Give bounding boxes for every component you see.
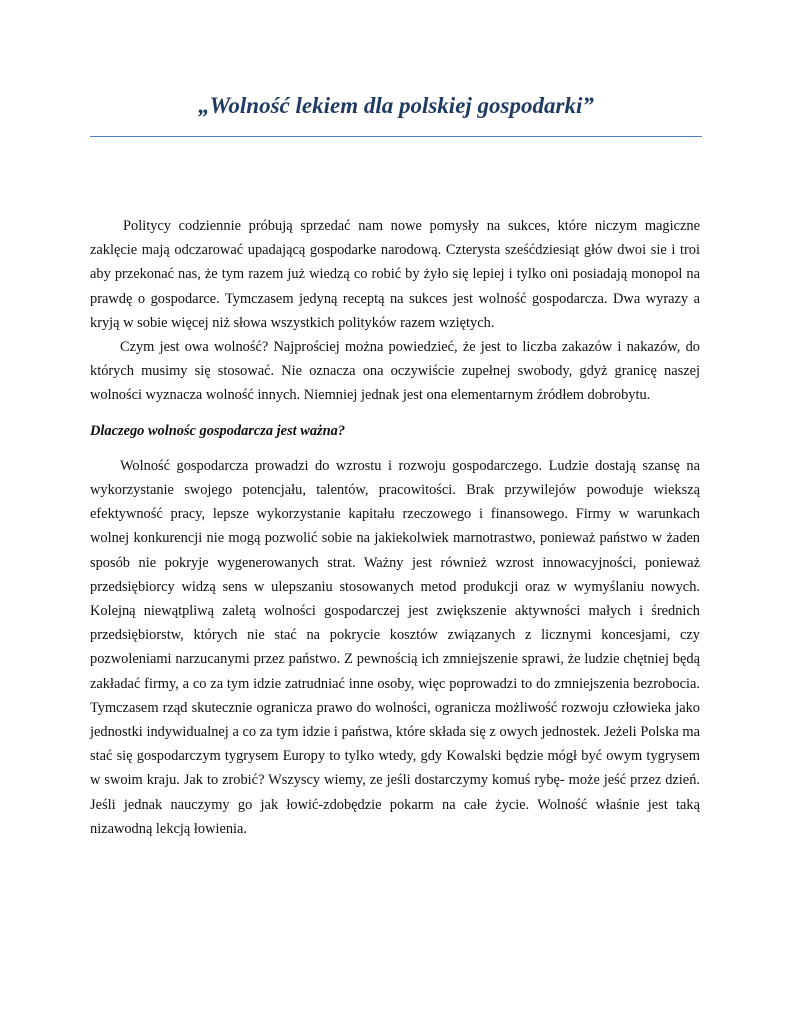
paragraph-importance: Wolność gospodarcza prowadzi do wzrostu i rozwoju gospodarczego. Ludzie dostają szansę na wykorzystanie swojego potencjału, talentów, pracowitości. Brak przywilejów powoduje wiekszą efektywność pracy, lepsze wykorzystanie kapitału rzeczowego i finansowego. Firmy w warunkach wolnej konkurencji nie mogą pozwolić sobie na jakiekolwiek marnotrastwo, ponieważ państwo w żaden sposób nie pokryje wygenerowanych strat. Ważny jest również wzrost innowacyjności, ponieważ przedsiębiorcy widzą sens w ulepszaniu stosowanych metod produkcji oraz w wymyślaniu nowych. Kolejną niewątpliwą zaletą wolności gospodarczej jest zwiększenie aktywności małych i średnich przedsiębiorstw, których nie stać na pokrycie kosztów związanych z licznymi koncesjami, czy pozwoleniami narzucanymi przez państwo. Z pewnością ich zmniejszenie sprawi, że ludzie chętniej będą zakładać firmy, a co za tym idzie zatrudniać inne osoby, więc poprowadzi to do zmniejszenia bezrobocia. Tymczasem rząd skutecznie ogranicza prawo do wolności, ogranicza możliwość rozwoju człowieka jako jednostki indywidualnej a co za tym idzie i państwa, które składa się z owych jednostek. Jeżeli Polska ma stać się gospodarczym tygrysem Europy to tylko wtedy, gdy Kowalski będzie mógł być owym tygrysem w swoim kraju. Jak to zrobić? Wszyscy wiemy, ze jeśli dostarczymy komuś rybę- może jeść przez dzień. Jeśli jednak nauczymy go jak łowić-zdobędzie pokarm na całe życie. Wolność właśnie jest taką nizawodną lekcją łowienia. (90, 457, 700, 837)
paragraph-definition: Czym jest owa wolność? Najprościej można powiedzieć, że jest to liczba zakazów i nakazów, do których musimy się stosować. Nie oznacza ona oczywiście zupełnej swobody, gdyż granicę naszej wolności wyznacza wolność innych. Niemniej jednak jest ona elementarnym źródłem dobrobytu. (90, 339, 700, 404)
document-body (90, 214, 700, 841)
paragraph-intro: Politycy codziennie próbują sprzedać nam nowe pomysły na sukces, które niczym magiczne zaklęcie mają odczarować upadającą gospodarke narodową. Czterysta sześćdziesiąt głów dwoi sie i troi aby przekonać nas, że tym razem już wiedzą co robić by żyło się lepiej i tylko oni posiadają monopol na prawdę o gospodarce. Tymczasem jedyną receptą na sukces jest wolność gospodarcza. Dwa wyrazy a kryją w sobie więcej niż słowa wszystkich polityków razem wziętych. (90, 218, 700, 331)
section-subheading: Dlaczego wolnośc gospodarcza jest ważna? (90, 422, 346, 439)
document-title: „Wolność lekiem dla polskiej gospodarki” (198, 93, 594, 118)
title-underline-rule (90, 136, 702, 137)
